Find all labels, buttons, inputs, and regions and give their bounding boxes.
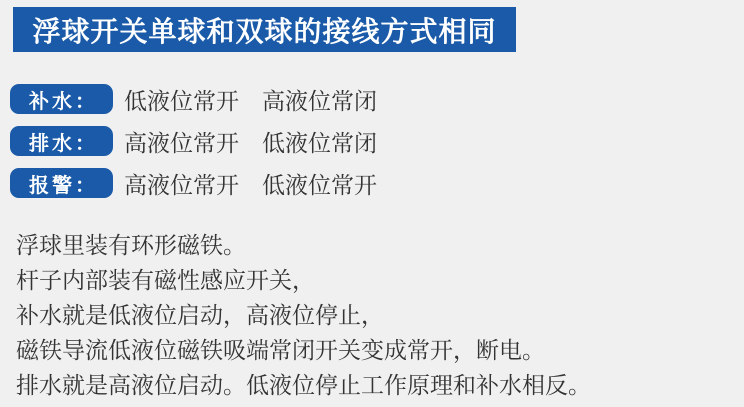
paragraph-line-1: 浮球里装有环形磁铁。	[16, 233, 246, 259]
page-title: 浮球开关单球和双球的接线方式相同	[32, 14, 497, 48]
paragraph-line-3: 补水就是低液位启动，高液位停止，	[16, 303, 384, 329]
rule-label-badge-alarm: 报警：	[10, 168, 113, 198]
rule-text-alarm: 高液位常开 低液位常开	[124, 172, 377, 199]
rule-row-water-supply	[10, 84, 377, 114]
rule-row-drainage	[10, 126, 377, 156]
title-banner	[13, 7, 516, 52]
paragraph-line-5: 排水就是高液位启动。低液位停止工作原理和补水相反。	[16, 373, 591, 399]
rule-label-badge-water-supply: 补水：	[10, 84, 113, 114]
paragraph-line-4: 磁铁导流低液位磁铁吸端常闭开关变成常开，断电。	[16, 338, 545, 364]
rule-row-alarm	[10, 168, 377, 198]
rule-text-drainage: 高液位常开 低液位常闭	[124, 130, 377, 157]
rule-text-water-supply: 低液位常开 高液位常闭	[124, 88, 377, 115]
paragraph-line-2: 杆子内部装有磁性感应开关，	[16, 268, 315, 294]
explanation-paragraph	[16, 229, 591, 404]
rule-label-badge-drainage: 排水：	[10, 126, 113, 156]
wiring-rules-list	[10, 84, 377, 210]
